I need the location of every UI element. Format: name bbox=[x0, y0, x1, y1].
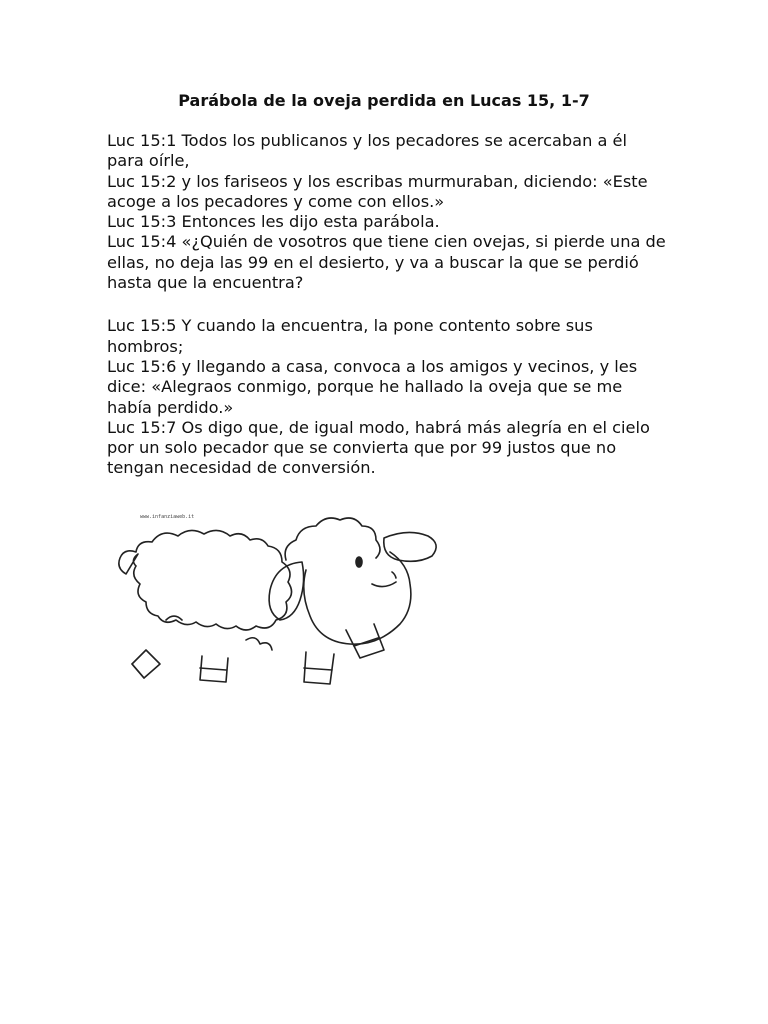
sheep-leg-fore-hoof bbox=[354, 638, 378, 646]
sheep-mouth bbox=[372, 582, 396, 587]
sheep-illustration bbox=[106, 500, 454, 688]
verse-5: Luc 15:5 Y cuando la encuentra, la pone contento sobre sus hombros; bbox=[107, 316, 593, 356]
verse-3: Luc 15:3 Entonces les dijo esta parábola. bbox=[107, 212, 440, 232]
document-title: Parábola de la oveja perdida en Lucas 15, 1-7 bbox=[178, 91, 590, 110]
verse-2: Luc 15:2 y los fariseos y los escribas murmuraban, diciendo: «Este acoge a los pecadores y come con ellos.» bbox=[107, 171, 648, 211]
verse-7: Luc 15:7 Os digo que, de igual modo, habrá más alegría en el cielo por un solo pecador que se convierta que por 99 justos que no tengan necesidad de conversión. bbox=[107, 417, 650, 478]
sheep-wool-curl bbox=[246, 638, 272, 650]
verse-1: Luc 15:1 Todos los publicanos y los pecadores se acercaban a él para oírle, bbox=[107, 131, 628, 171]
sheep-leg-fore bbox=[346, 624, 384, 658]
sheep-leg-mid-hoof bbox=[200, 668, 226, 670]
sheep-ear-right bbox=[384, 532, 436, 561]
paragraph-gap bbox=[107, 293, 667, 316]
verse-6: Luc 15:6 y llegando a casa, convoca a los amigos y vecinos, y les dice: «Alegraos conmigo, porque he hallado la oveja que se me había perdido.» bbox=[107, 356, 638, 417]
sheep-leg-back bbox=[132, 650, 160, 678]
sheep-wool-curl-2 bbox=[166, 616, 182, 620]
sheep-nose bbox=[392, 572, 396, 578]
sheep-eye bbox=[356, 557, 362, 567]
sheep-head-wool bbox=[285, 518, 380, 560]
sheep-leg-front-hoof bbox=[304, 668, 332, 670]
verse-4: Luc 15:4 «¿Quién de vosotros que tiene cien ovejas, si pierde una de ellas, no deja las 99 en el desierto, y va a buscar la que se perdió hasta que la encuentra? bbox=[107, 232, 666, 293]
sheep-body bbox=[119, 530, 292, 630]
sheep-leg-back-hoof bbox=[132, 664, 144, 678]
document-body bbox=[107, 131, 667, 479]
illustration-watermark: www.infanziaweb.it bbox=[140, 514, 195, 520]
